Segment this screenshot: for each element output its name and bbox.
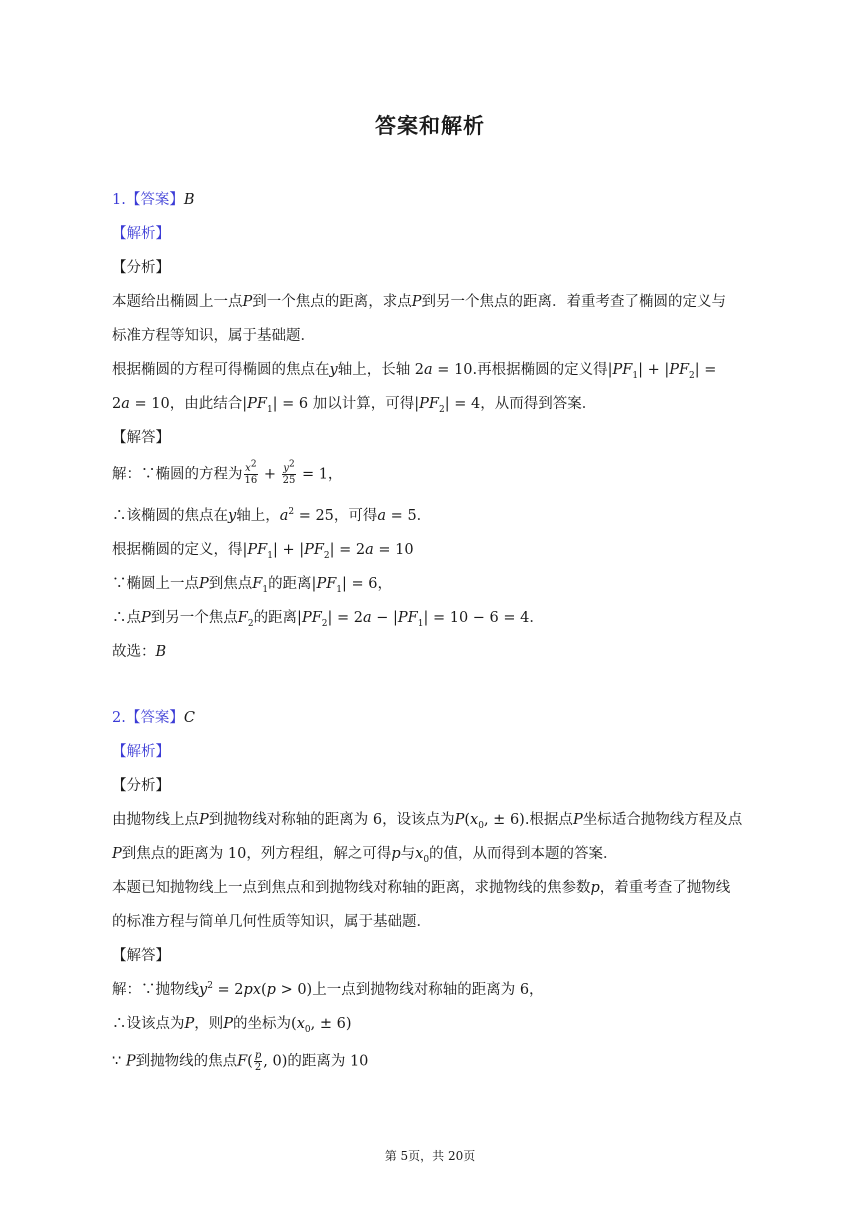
text: , ± 6).根据点 [483,812,573,828]
q2-number: 2. [112,710,126,726]
math-y: y [329,362,338,378]
text: = 2 [212,982,244,998]
text: 2 [112,396,122,412]
text: = 5． [386,508,432,524]
math-p: p [391,846,401,862]
q1-analysis-tag: 【解析】 [112,226,170,242]
text: 轴上， [236,508,280,524]
math-B: B [155,644,167,660]
text: 到焦点的距离为 10，列方程组，解之可得 [121,846,392,862]
sub: 0 [478,820,484,831]
math-y: y [199,982,208,998]
q2-fenxi-line-2 [112,843,618,865]
text: + [259,466,281,483]
math-PF: PF [669,362,690,378]
sub: 2 [321,618,328,629]
text: ，着重考查了抛物线 [599,880,731,896]
text: | = 4，从而得到答案． [444,396,597,412]
math-P: P [184,1016,195,1032]
text: ( [261,982,267,998]
math-PF: PF [419,396,439,412]
text: ，则 [194,1016,224,1032]
math-y: y [228,508,237,524]
math-PF: PF [247,396,267,412]
math-P: P [454,812,465,828]
text: ∵椭圆上一点 [112,576,199,592]
text: , 0)的距离为 10 [263,1053,369,1070]
q2-answer-tag: 【答案】 [125,710,184,726]
sub: 1 [266,404,273,415]
math-P: P [141,610,151,626]
page-title: 答案和解析 [375,114,485,138]
den: 16 [244,475,258,486]
q2-fenxi-line-1 [112,809,742,831]
math-a: a [424,362,433,378]
text: | = 6 加以计算，可得| [272,396,420,412]
math-PF: PF [301,610,322,626]
math-P: P [411,294,422,310]
math-F: F [252,576,263,592]
q1-fenxi-line-2: 标准方程等知识，属于基础题． [112,328,315,344]
sub: 1 [632,370,639,381]
text: = 10，由此结合| [129,396,248,412]
text: 轴上，长轴 2 [337,362,425,378]
sub: 2 [438,404,445,415]
math-P: P [112,846,122,862]
q1-jieda-tag: 【解答】 [112,430,170,446]
text: 解：∵椭圆的方程为 [112,466,243,483]
text: = 10.再根据椭圆的定义得| [432,362,613,378]
text: 故选： [112,644,156,660]
math-a: a [121,396,130,412]
page-footer: 第 5页，共 20页 [384,1149,476,1163]
sup: 2 [207,981,213,992]
math-x: x [470,812,479,828]
math-P: P [125,1053,136,1070]
text: 到另一个焦点的距离．着重考查了椭圆的定义与 [421,294,727,310]
text: 到抛物线的焦点 [135,1053,238,1070]
q1-fenxi-tag: 【分析】 [112,260,170,276]
sub: 2 [247,618,254,629]
q2-fenxi-line-3 [112,877,730,899]
text: 的值，从而得到本题的答案． [429,846,618,862]
q1-solution-line-1 [112,459,343,486]
text: − | [371,610,398,626]
text: 到一个焦点的距离，求点 [252,294,412,310]
q1-solution-line-3 [112,539,414,561]
text: > 0)上一点到抛物线对称轴的距离为 6， [275,982,544,998]
text: | = 10 − 6 = 4． [423,610,544,626]
math-a: a [377,508,387,524]
math-PF: PF [397,610,418,626]
q2-answer-value: C [183,710,195,726]
text: 的距离| [253,610,302,626]
fraction-p-2 [254,1050,262,1073]
math-P: P [572,812,583,828]
text: 与 [400,846,416,862]
text: 解：∵抛物线 [112,982,199,998]
math-P: P [223,1016,234,1032]
q1-solution-line-4 [112,573,392,595]
text: ∴设该点为 [112,1016,185,1032]
sub: 1 [336,584,343,595]
text: 的距离| [268,576,317,592]
num: p [254,1050,262,1061]
sub: 1 [262,584,269,595]
math-y: y [283,463,289,474]
q2-solution-line-2 [112,1013,351,1035]
text: 根据椭圆的定义，得| [112,542,248,558]
math-PF: PF [304,542,324,558]
text: = 1， [297,466,343,483]
q1-solution-line-6 [112,641,166,663]
text: ( [464,812,471,828]
sub: 2 [689,370,695,381]
text: = 10 [373,542,414,558]
text: , ± 6) [310,1016,352,1032]
text: 到焦点 [208,576,253,592]
text: | = [694,362,717,378]
q1-answer-value: B [183,192,195,208]
sup: 2 [288,459,295,470]
sub: 2 [323,550,330,561]
q1-answer-tag: 【答案】 [125,192,184,208]
math-a: a [363,610,372,626]
sub: 0 [304,1024,311,1035]
text: | = 2 [329,542,366,558]
text: ∴该椭圆的焦点在 [112,508,228,524]
text: | = 6， [342,576,392,592]
q2-analysis-tag: 【解析】 [112,744,170,760]
fraction-y2-25 [282,459,297,486]
q2-solution-line-3 [112,1050,368,1073]
sub: 1 [267,550,273,561]
text: 坐标适合抛物线方程及点 [582,812,743,828]
math-P: P [199,576,209,592]
text: 由抛物线上点 [112,812,199,828]
math-P: P [199,812,209,828]
math-F: F [237,1053,248,1070]
text: 到另一个焦点 [150,610,238,626]
math-PF: PF [612,362,633,378]
q2-fenxi-line-4: 的标准方程与简单几何性质等知识，属于基础题． [112,914,431,930]
sub: 1 [417,618,424,629]
text: | = 2 [327,610,363,626]
math-x: x [415,846,424,862]
math-F: F [237,610,248,626]
q1-number: 1. [112,192,126,208]
q2-fenxi-tag: 【分析】 [112,778,170,794]
text: 的坐标为( [233,1016,297,1032]
sup: 2 [250,459,257,470]
q2-answer-line [112,707,195,729]
math-x: x [245,463,251,474]
q2-solution-line-1 [112,979,544,1001]
q2-jieda-tag: 【解答】 [112,948,170,964]
q1-fenxi-line-1 [112,291,726,313]
text: 到抛物线对称轴的距离为 6，设该点为 [208,812,455,828]
math-a: a [279,508,289,524]
math-P: P [242,294,253,310]
text: ( [247,1053,253,1070]
text: 根据椭圆的方程可得椭圆的焦点在 [112,362,330,378]
sup: 2 [288,507,295,518]
text: ∴点 [112,610,141,626]
math-a: a [365,542,374,558]
math-PF: PF [247,542,268,558]
math-p: p [590,880,600,896]
math-PF: PF [316,576,337,592]
text: = 25，可得 [294,508,378,524]
den: 2 [254,1062,262,1073]
math-p: p [266,982,276,998]
q1-fenxi-line-3 [112,359,716,381]
q1-fenxi-line-4 [112,393,596,415]
text: | + | [638,362,670,378]
q1-solution-line-5 [112,607,544,629]
math-x: x [296,1016,305,1032]
text: 本题已知抛物线上一点到焦点和到抛物线对称轴的距离，求抛物线的焦参数 [112,880,591,896]
fraction-x2-16 [244,459,259,486]
math-px: px [243,982,261,998]
q1-solution-line-2 [112,505,431,527]
text: | + | [272,542,305,558]
sub: 0 [423,854,430,865]
q1-answer-line [112,189,195,211]
den: 25 [282,475,296,486]
text: 本题给出椭圆上一点 [112,294,243,310]
text: ∵ [112,1053,126,1070]
